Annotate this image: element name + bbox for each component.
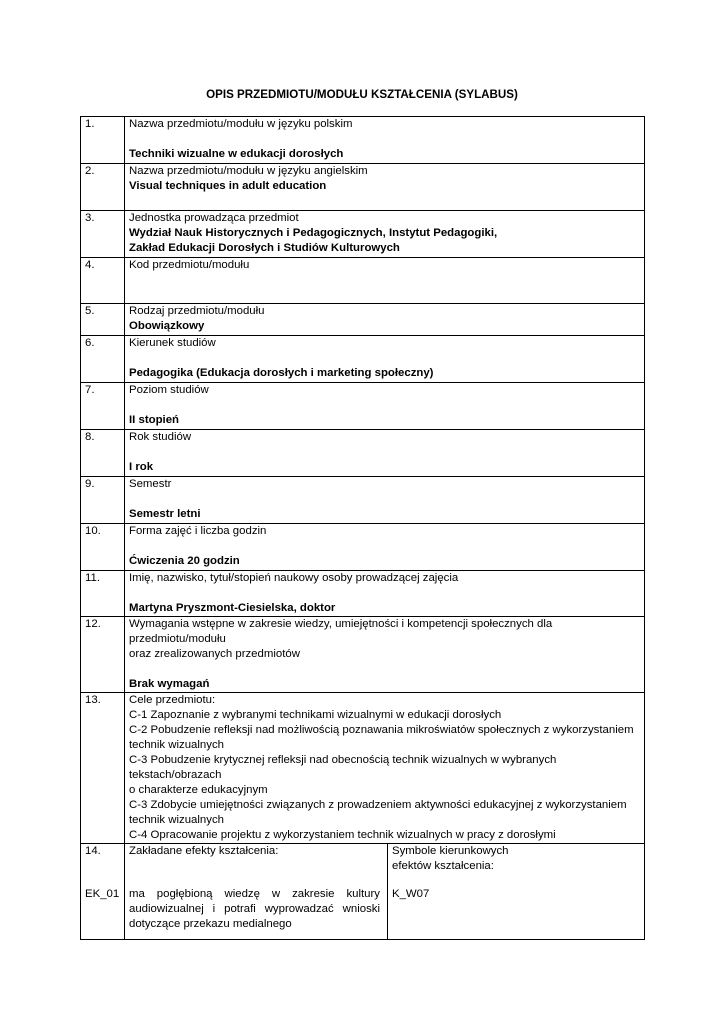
row-number: 13. [81, 693, 125, 844]
row-content [125, 571, 645, 617]
row-label: Nazwa przedmiotu/modułu w języku polskim [129, 118, 353, 130]
row-content [125, 211, 645, 258]
row-label: Jednostka prowadząca przedmiot [129, 212, 299, 224]
row-content [125, 693, 645, 844]
row-number: 4. [81, 258, 125, 304]
row-value: Semestr letni [129, 508, 201, 520]
symbols-header: efektów kształcenia: [392, 860, 494, 872]
row-content [125, 477, 645, 524]
row-value: Techniki wizualne w edukacji dorosłych [129, 148, 344, 160]
row-label: Wymagania wstępne w zakresie wiedzy, umiejętności i kompetencji społecznych dla przedmiotu/modułu [129, 618, 553, 645]
table-row [81, 117, 645, 164]
table-row [81, 304, 645, 336]
row-number: 6. [81, 336, 125, 383]
row-value: Obowiązkowy [129, 320, 205, 332]
row-value: Wydział Nauk Historycznych i Pedagogicznych, Instytut Pedagogiki, [129, 227, 498, 239]
row-number [81, 844, 125, 940]
row-content [125, 164, 645, 211]
table-row [81, 336, 645, 383]
table-row [81, 211, 645, 258]
table-row [81, 477, 645, 524]
row-label: Kierunek studiów [129, 337, 216, 349]
goal-item: technik wizualnych [129, 814, 224, 826]
row-content [125, 430, 645, 477]
row-number: 9. [81, 477, 125, 524]
effect-symbol: K_W07 [392, 888, 430, 900]
row-number: 1. [81, 117, 125, 164]
table-row [81, 571, 645, 617]
row-number: 3. [81, 211, 125, 258]
row-content [125, 617, 645, 693]
row-number-label: 14. [85, 845, 101, 857]
goal-item: C-1 Zapoznanie z wybranymi technikami wizualnymi w edukacji dorosłych [129, 709, 502, 721]
row-value: II stopień [129, 414, 179, 426]
row-number: 5. [81, 304, 125, 336]
table-row [81, 844, 645, 940]
symbols-cell [388, 844, 645, 940]
row-value: I rok [129, 461, 154, 473]
goal-item: technik wizualnych [129, 739, 224, 751]
row-number: 12. [81, 617, 125, 693]
row-value: Zakład Edukacji Dorosłych i Studiów Kulturowych [129, 242, 400, 254]
row-label: Cele przedmiotu: [129, 694, 216, 706]
table-row [81, 524, 645, 571]
document-title: OPIS PRZEDMIOTU/MODUŁU KSZTAŁCENIA (SYLABUS) [206, 88, 518, 101]
row-label: Nazwa przedmiotu/modułu w języku angielskim [129, 165, 368, 177]
effect-code: EK_01 [85, 888, 120, 900]
table-row [81, 383, 645, 430]
table-row [81, 258, 645, 304]
row-content [125, 336, 645, 383]
row-label: Poziom studiów [129, 384, 209, 396]
row-number: 2. [81, 164, 125, 211]
goal-item: C-4 Opracowanie projektu z wykorzystaniem technik wizualnych w pracy z dorosłymi [129, 829, 556, 841]
row-content [125, 258, 645, 304]
goal-item: o charakterze edukacyjnym [129, 784, 268, 796]
row-content [125, 117, 645, 164]
row-value: Brak wymagań [129, 678, 210, 690]
table-row [81, 430, 645, 477]
effect-text: ma pogłębioną wiedzę w zakresie kultury audiowizualnej i potrafi wyprowadzać wnioski dotyczące przekazu medialnego [129, 888, 380, 930]
row-value: Pedagogika (Edukacja dorosłych i marketing społeczny) [129, 367, 434, 379]
row-value: Ćwiczenia 20 godzin [129, 555, 240, 567]
row-label: oraz zrealizowanych przedmiotów [129, 648, 300, 660]
row-number: 8. [81, 430, 125, 477]
row-label: Imię, nazwisko, tytuł/stopień naukowy osoby prowadzącej zajęcia [129, 572, 459, 584]
table-row [81, 164, 645, 211]
row-number: 11. [81, 571, 125, 617]
row-value: Visual techniques in adult education [129, 180, 327, 192]
row-label: Rodzaj przedmiotu/modułu [129, 305, 265, 317]
row-number: 10. [81, 524, 125, 571]
effects-cell [125, 844, 388, 940]
goal-item: C-2 Pobudzenie refleksji nad możliwością poznawania mikroświatów społecznych z wykorzystaniem [129, 724, 634, 736]
symbols-header: Symbole kierunkowych [392, 845, 509, 857]
row-label: Kod przedmiotu/modułu [129, 259, 250, 271]
table-row [81, 617, 645, 693]
row-content [125, 524, 645, 571]
syllabus-table [80, 116, 645, 940]
effects-header: Zakładane efekty kształcenia: [129, 845, 279, 857]
row-content [125, 383, 645, 430]
row-value: Martyna Pryszmont-Ciesielska, doktor [129, 602, 336, 614]
row-label: Semestr [129, 478, 172, 490]
row-content [125, 304, 645, 336]
table-row [81, 693, 645, 844]
row-label: Forma zajęć i liczba godzin [129, 525, 267, 537]
goal-item: C-3 Zdobycie umiejętności związanych z prowadzeniem aktywności edukacyjnej z wykorzystaniem [129, 799, 627, 811]
row-number: 7. [81, 383, 125, 430]
goal-item: C-3 Pobudzenie krytycznej refleksji nad obecnością technik wizualnych w wybranych tekstach/obrazach [129, 754, 557, 781]
row-label: Rok studiów [129, 431, 192, 443]
